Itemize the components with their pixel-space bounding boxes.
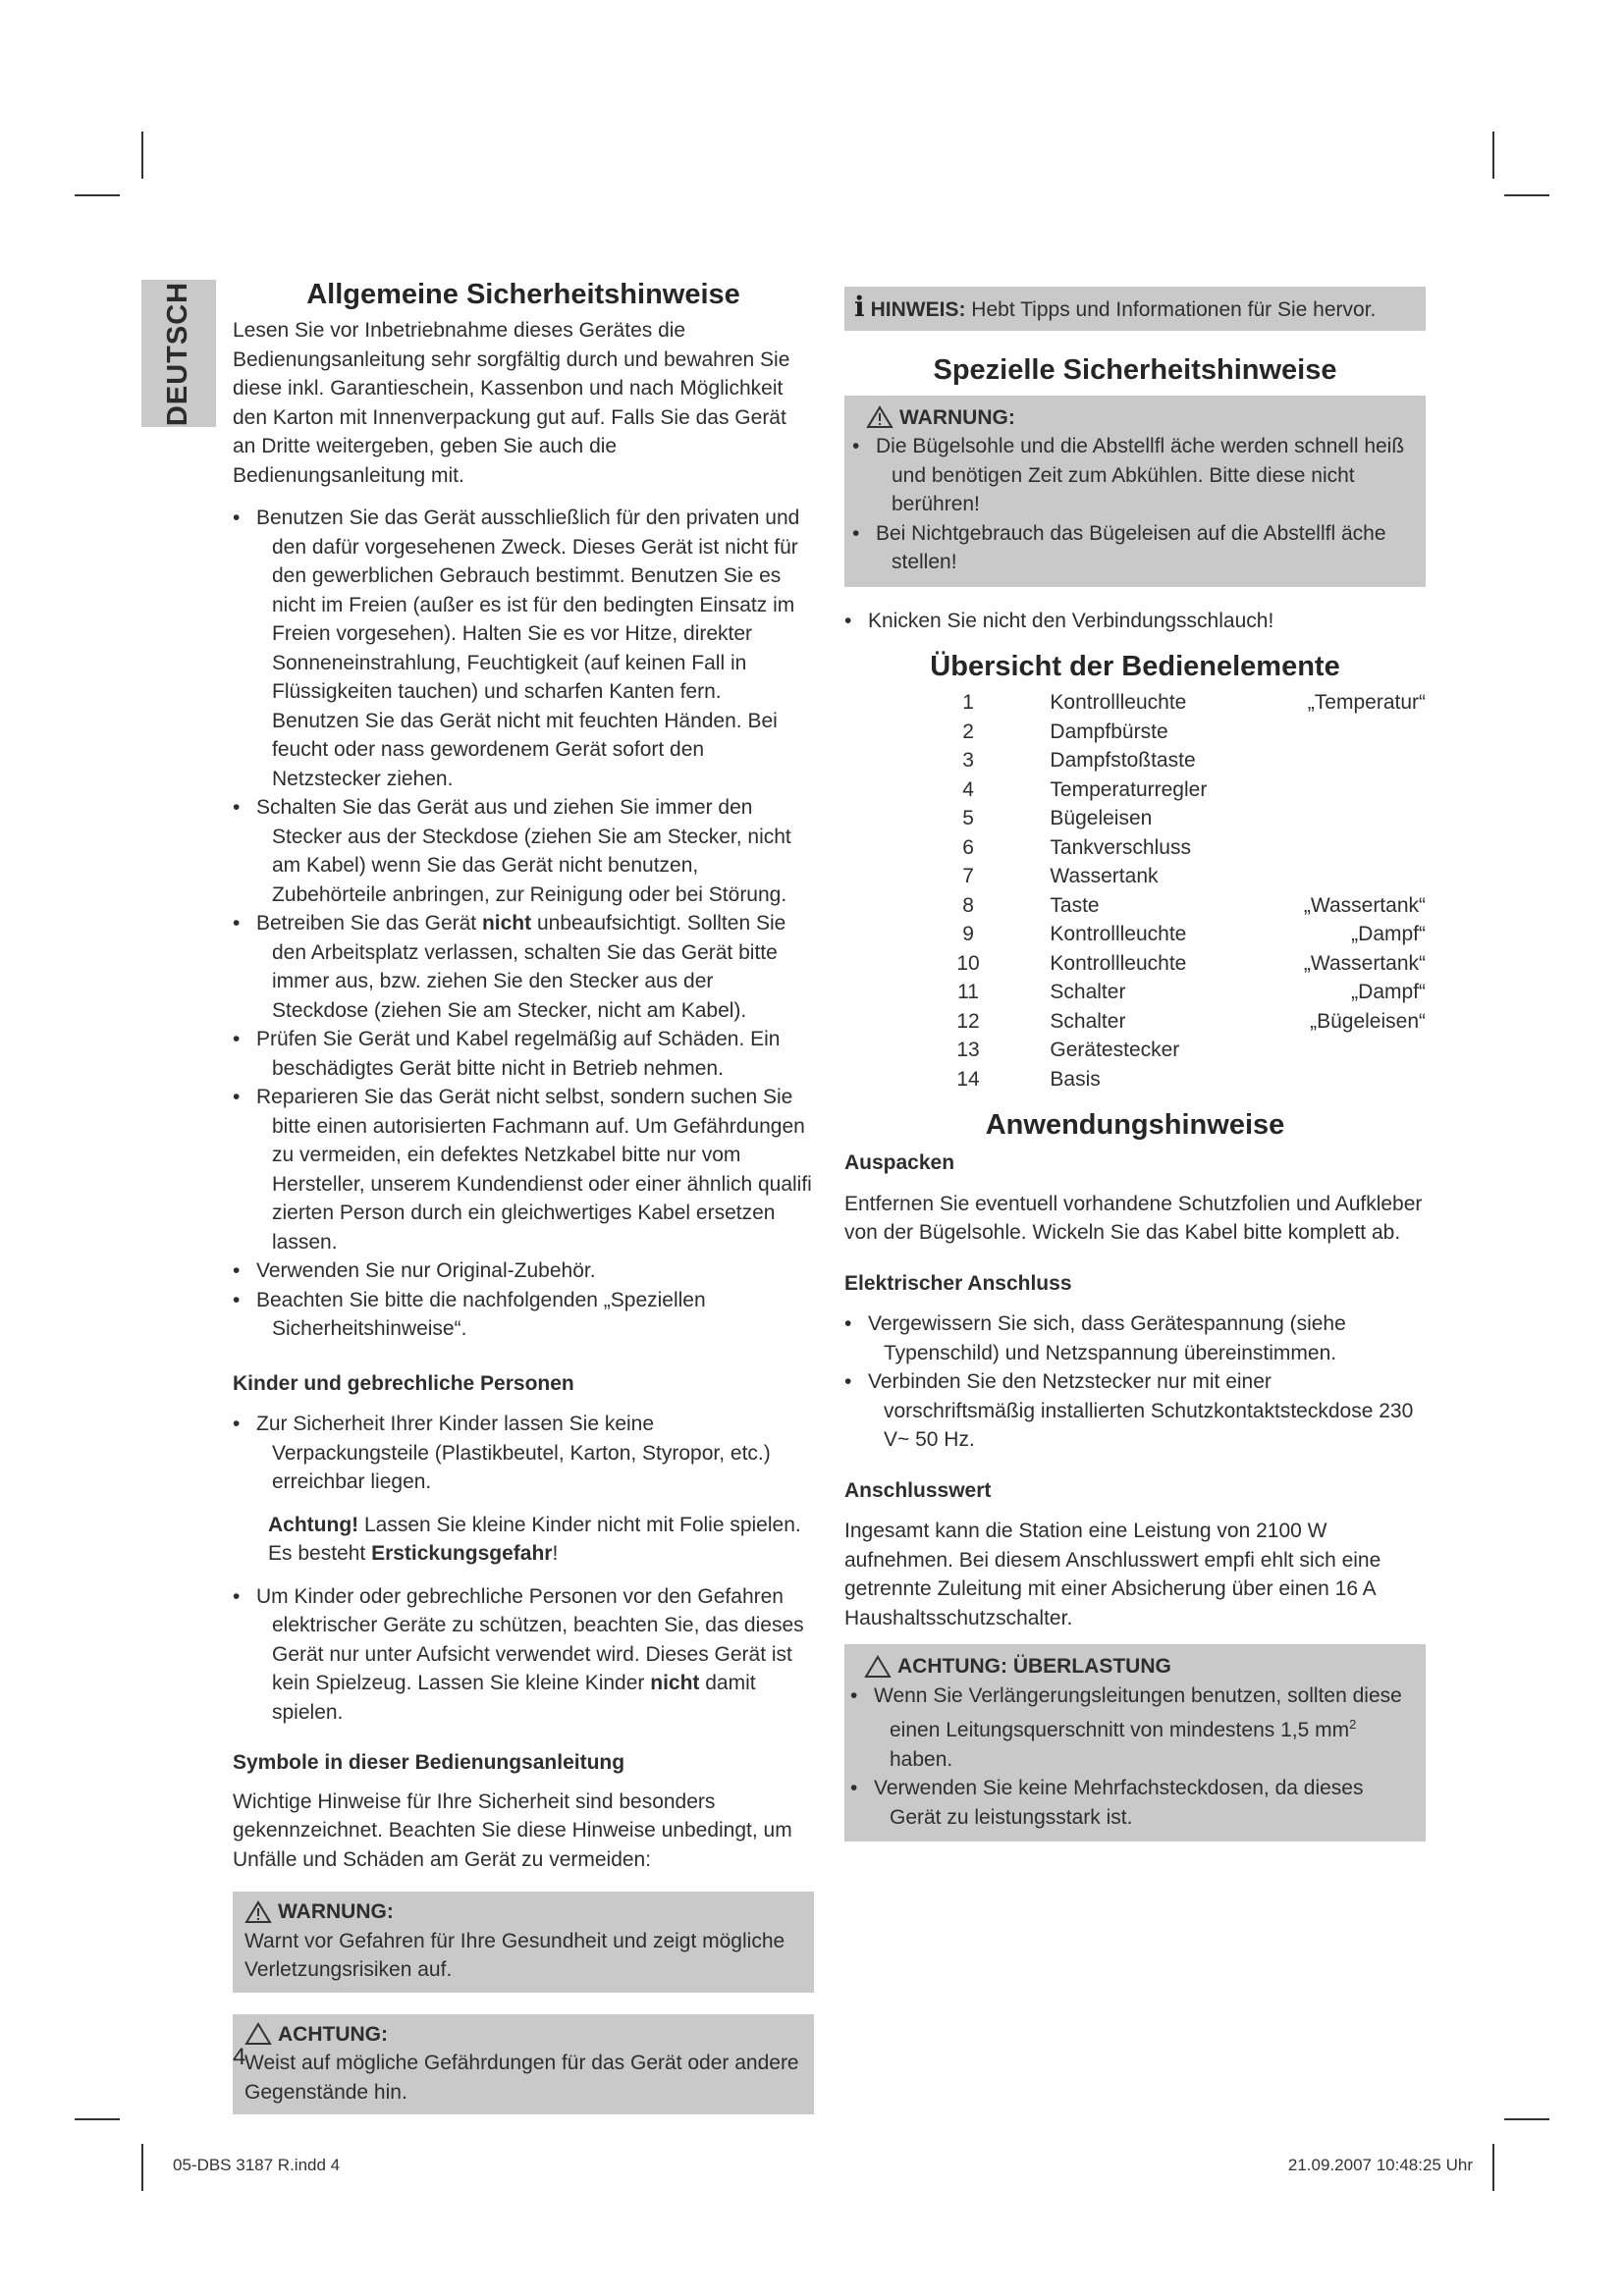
overload-head: ACHTUNG: ÜBERLASTUNG: [864, 1652, 1414, 1682]
caution-box: [233, 2014, 814, 2115]
unpacking-heading: Auspacken: [844, 1151, 955, 1174]
list-item: • Prüfen Sie Gerät und Kabel regelmäßig auf Schäden. Ein beschädigtes Gerät bitte nicht in Betrieb nehmen.: [233, 1025, 814, 1083]
special-warning-box: [844, 396, 1426, 587]
warning-triangle-icon: [866, 405, 893, 429]
list-item: • Die Bügelsohle und die Abstellfl äche werden schnell heiß und benötigen Zeit zum Abkühlen. Bitte diese nicht berühren!: [852, 432, 1414, 519]
overload-list: [850, 1682, 1414, 1833]
table-row: [945, 718, 1426, 747]
part-name: Kontrollleuchte: [1050, 923, 1187, 945]
part-number: 9: [962, 923, 974, 945]
part-number: 13: [956, 1039, 980, 1061]
part-number: 11: [957, 981, 979, 1003]
list-item: • Verwenden Sie keine Mehrfachsteckdosen, da dieses Gerät zu leistungsstark ist.: [850, 1774, 1414, 1832]
part-number: 5: [962, 807, 974, 829]
children-caution: Achtung! Lassen Sie kleine Kinder nicht mit Folie spielen. Es besteht Erstickungsgefahr!: [268, 1513, 801, 1565]
list-item: • Verwenden Sie nur Original-Zubehör.: [233, 1256, 814, 1286]
left-column: [233, 277, 814, 2114]
table-row: [945, 1065, 1426, 1095]
part-label: [1233, 833, 1426, 863]
table-row: [945, 862, 1426, 891]
electrical-heading: Elektrischer Anschluss: [844, 1271, 1072, 1295]
list-item: • Betreiben Sie das Gerät nicht unbeaufsichtigt. Sollten Sie den Arbeitsplatz verlassen, schalten Sie das Gerät bitte immer aus, bzw. ziehen Sie den Stecker aus der Steckdose (ziehen Sie am Stecker, nicht am Kabel).: [233, 909, 814, 1025]
general-safety-title: Allgemeine Sicherheitshinweise: [306, 279, 740, 310]
list-item: • Beachten Sie bitte die nachfolgenden „Speziellen Sicherheitshinweise“.: [233, 1286, 814, 1344]
part-label: [1233, 746, 1426, 775]
part-label: [1233, 1036, 1426, 1065]
special-safety-title: Spezielle Sicherheitshinweise: [933, 353, 1337, 386]
crop-mark: [1492, 2144, 1494, 2191]
part-name: Basis: [1050, 1067, 1101, 1091]
part-number: 14: [956, 1067, 980, 1091]
hint-box: i HINWEIS: Hebt Tipps und Informationen für Sie hervor.: [844, 287, 1426, 331]
part-label: „Dampf“: [1351, 981, 1426, 1003]
part-label: „Wassertank“: [1303, 893, 1426, 917]
part-name: Dampfstoßtaste: [1050, 749, 1196, 772]
part-label: [1233, 804, 1426, 833]
crop-mark: [1504, 2118, 1549, 2120]
page-number: 4: [233, 2044, 246, 2070]
warning-triangle-icon: [244, 1900, 272, 1924]
crop-mark: [141, 132, 143, 179]
hose-note-list: [844, 607, 1426, 636]
symbols-paragraph: Wichtige Hinweise für Ihre Sicherheit sind besonders gekennzeichnet. Beachten Sie diese Hinweise unbedingt, um Unfälle und Schäden am Gerät zu vermeiden:: [233, 1789, 792, 1871]
table-row: [945, 804, 1426, 833]
list-item: • Knicken Sie nicht den Verbindungsschlauch!: [844, 607, 1426, 636]
power-rating-text: Ingesamt kann die Station eine Leistung von 2100 W aufnehmen. Bei diesem Anschlusswert empfi ehlt sich eine getrennte Zuleitung mit einer Absicherung über einen 16 A Haushaltsschutzschalter.: [844, 1520, 1381, 1629]
language-tab: [141, 280, 216, 427]
controls-overview-title: Übersicht der Bedienelemente: [930, 651, 1340, 682]
power-rating-heading: Anschlusswert: [844, 1478, 992, 1502]
part-number: 7: [962, 865, 974, 887]
intro-paragraph: Lesen Sie vor Inbetriebnahme dieses Gerätes die Bedienungsanleitung sehr sorgfältig durch und bewahren Sie diese inkl. Garantieschein, Kassenbon und nach Möglichkeit den Karton mit Innenverpackung gut auf. Falls Sie das Gerät an Dritte weitergeben, geben Sie auch die Bedienungsanleitung mit.: [233, 319, 790, 487]
part-name: Bügeleisen: [1050, 807, 1153, 829]
part-name: Schalter: [1050, 1009, 1126, 1033]
part-number: 10: [956, 951, 980, 975]
crop-mark: [75, 194, 120, 196]
part-number: 1: [962, 691, 974, 714]
caution-triangle-icon: [864, 1655, 892, 1679]
caution-box-text: Weist auf mögliche Gefährdungen für das Gerät oder andere Gegenstände hin.: [244, 2052, 799, 2104]
part-label: [1233, 718, 1426, 747]
special-warning-list: [852, 432, 1414, 577]
list-item: • Zur Sicherheit Ihrer Kinder lassen Sie keine Verpackungsteile (Plastikbeutel, Karton, Styropor, etc.) erreichbar liegen.: [233, 1410, 814, 1497]
part-label: „Wassertank“: [1303, 951, 1426, 975]
warning-box: [233, 1892, 814, 1993]
part-label: „Bügeleisen“: [1310, 1009, 1426, 1033]
table-row: [945, 833, 1426, 863]
part-number: 6: [962, 835, 974, 859]
part-number: 3: [962, 749, 974, 772]
list-item: • Benutzen Sie das Gerät ausschließlich für den privaten und den dafür vorgesehenen Zweck. Dieses Gerät ist nicht für den gewerblichen Gebrauch bestimmt. Benutzen Sie es nicht im Freien (außer es ist für den bedingten Einsatz im Freien vorgesehen). Halten Sie es vor Hitze, direkter Sonneneinstrahlung, Feuchtigkeit (auf keinen Fall in Flüssigkeiten tauchen) und scharfen Kanten fern. Benutzen Sie das Gerät nicht mit feuchten Händen. Bei feucht oder nass gewordenem Gerät sofort den Netzstecker ziehen.: [233, 504, 814, 793]
table-row: [945, 891, 1426, 921]
part-number: 4: [962, 777, 974, 801]
part-label: [1233, 862, 1426, 891]
part-name: Kontrollleuchte: [1050, 691, 1187, 714]
footer-file-name: 05-DBS 3187 R.indd 4: [173, 2156, 341, 2174]
controls-table: [945, 688, 1426, 1094]
right-column: [844, 287, 1426, 1842]
part-name: Dampfbürste: [1050, 720, 1168, 743]
table-row: [945, 920, 1426, 949]
part-name: Temperaturregler: [1050, 777, 1208, 801]
table-row: [945, 1036, 1426, 1065]
safety-bullet-list: [233, 504, 814, 1344]
part-name: Taste: [1050, 893, 1100, 917]
caution-box-head: ACHTUNG:: [244, 2020, 802, 2050]
warning-box-text: Warnt vor Gefahren für Ihre Gesundheit und zeigt mögliche Verletzungsrisiken auf.: [244, 1929, 785, 1981]
part-label: „Dampf“: [1351, 923, 1426, 945]
language-tab-label: DEUTSCH: [162, 281, 194, 426]
part-name: Wassertank: [1050, 865, 1159, 887]
table-row: [945, 978, 1426, 1007]
electrical-list: [844, 1309, 1426, 1455]
part-name: Gerätestecker: [1050, 1039, 1180, 1061]
children-heading: Kinder und gebrechliche Personen: [233, 1371, 574, 1395]
list-item: • Wenn Sie Verlängerungsleitungen benutzen, sollten diese einen Leitungsquerschnitt von mindestens 1,5 $mm^2$ haben.: [850, 1682, 1414, 1775]
crop-mark: [75, 2118, 120, 2120]
part-label: [1233, 775, 1426, 805]
usage-title: Anwendungshinweise: [985, 1109, 1285, 1141]
part-name: Kontrollleuchte: [1050, 951, 1187, 975]
table-row: [945, 949, 1426, 979]
crop-mark: [141, 2144, 143, 2191]
footer-timestamp: 21.09.2007 10:48:25 Uhr: [1287, 2156, 1473, 2174]
part-number: 2: [962, 720, 974, 743]
list-item: • Bei Nichtgebrauch das Bügeleisen auf die Abstellfl äche stellen!: [852, 519, 1414, 577]
list-item: • Vergewissern Sie sich, dass Gerätespannung (siehe Typenschild) und Netzspannung übereinstimmen.: [844, 1309, 1426, 1367]
table-row: [945, 775, 1426, 805]
list-item: • Um Kinder oder gebrechliche Personen vor den Gefahren elektrischer Geräte zu schützen, beachten Sie, das dieses Gerät nur unter Aufsicht verwendet wird. Dieses Gerät ist kein Spielzeug. Lassen Sie kleine Kinder nicht damit spielen.: [233, 1582, 814, 1728]
overload-box: [844, 1644, 1426, 1842]
list-item: • Verbinden Sie den Netzstecker nur mit einer vorschriftsmäßig installierten Schutzkontaktsteckdose 230 V~ 50 Hz.: [844, 1367, 1426, 1455]
info-icon: i: [854, 291, 865, 323]
children-list-2: [233, 1582, 814, 1728]
part-label: „Temperatur“: [1307, 691, 1426, 714]
part-label: [1233, 1065, 1426, 1095]
symbols-heading: Symbole in dieser Bedienungsanleitung: [233, 1751, 625, 1774]
warning-box-head: WARNUNG:: [244, 1897, 802, 1927]
table-row: [945, 746, 1426, 775]
children-list: [233, 1410, 814, 1497]
crop-mark: [1504, 194, 1549, 196]
list-item: • Schalten Sie das Gerät aus und ziehen Sie immer den Stecker aus der Steckdose (ziehen Sie am Stecker, nicht am Kabel) wenn Sie das Gerät nicht benutzen, Zubehörteile anbringen, zur Reinigung oder bei Störung.: [233, 793, 814, 909]
part-number: 12: [956, 1009, 980, 1033]
list-item: • Reparieren Sie das Gerät nicht selbst, sondern suchen Sie bitte einen autorisierten Fachmann auf. Um Gefährdungen zu vermeiden, ein defektes Netzkabel bitte nur vom Hersteller, unserem Kundendienst oder einer ähnlich qualifi zierten Person durch ein gleichwertiges Kabel ersetzen lassen.: [233, 1083, 814, 1256]
part-name: Schalter: [1050, 981, 1126, 1003]
caution-triangle-icon: [244, 2022, 272, 2046]
special-warning-head: WARNUNG:: [866, 403, 1414, 433]
part-name: Tankverschluss: [1050, 835, 1191, 859]
unpacking-text: Entfernen Sie eventuell vorhandene Schutzfolien und Aufkleber von der Bügelsohle. Wickeln Sie das Kabel bitte komplett ab.: [844, 1192, 1423, 1244]
table-row: [945, 688, 1426, 718]
crop-mark: [1492, 132, 1494, 179]
table-row: [945, 1007, 1426, 1037]
part-number: 8: [962, 893, 974, 917]
